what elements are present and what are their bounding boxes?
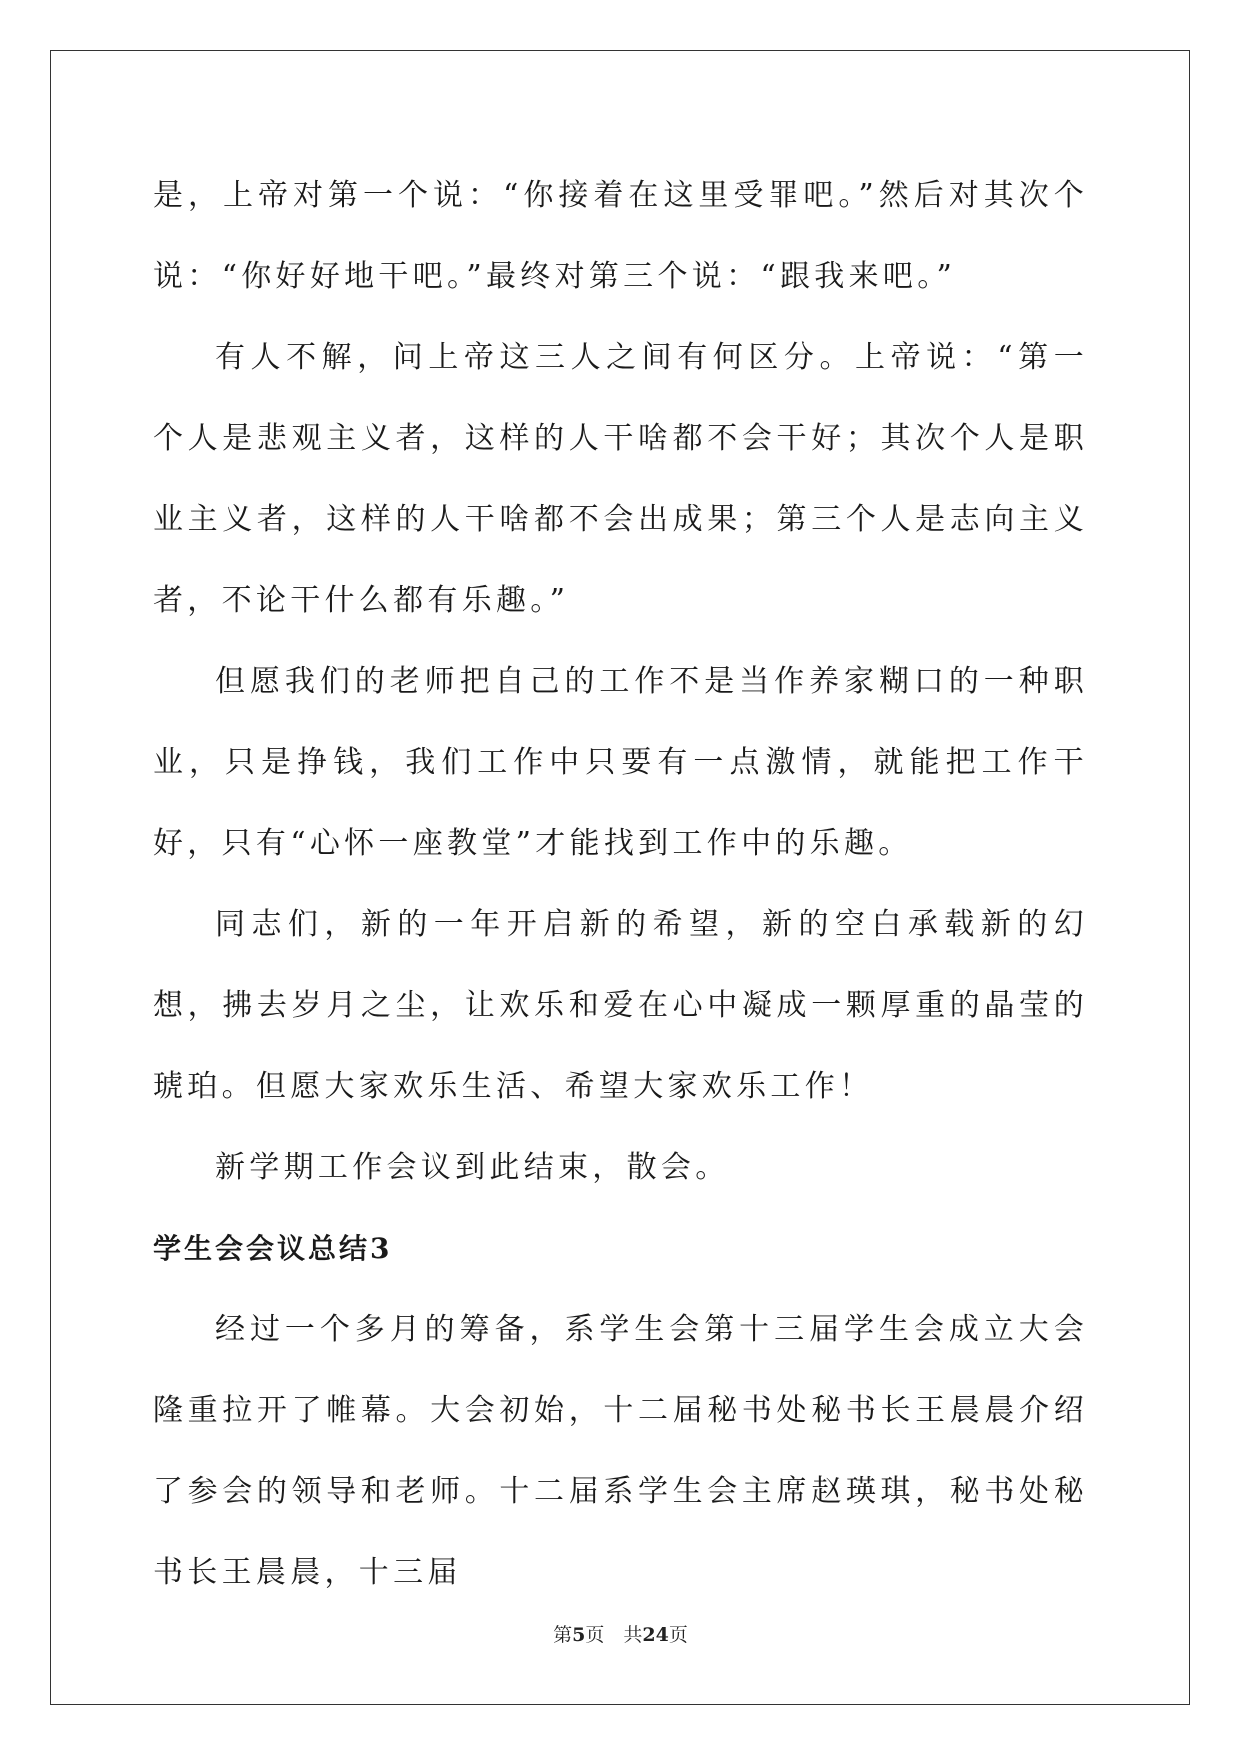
footer-prefix: 第 (553, 1624, 573, 1646)
footer-middle: 页 共 (585, 1624, 643, 1646)
section-heading: 学生会会议总结3 (153, 1232, 393, 1265)
paragraph: 新学期工作会议到此结束，散会。 (215, 1150, 730, 1185)
paragraph: 有人不解，问上帝这三人之间有何区分。上帝说：“第一个人是悲观主义者，这样的人干啥都不会干好；其次个人是职业主义者，这样的人干啥都不会出成果；第三个人是志向主义者，不论干什么都有乐趣。” (153, 340, 1088, 618)
paragraph: 经过一个多月的筹备，系学生会第十三届学生会成立大会隆重拉开了帷幕。大会初始，十二届秘书处秘书长王晨晨介绍了参会的领导和老师。十二届系学生会主席赵瑛琪，秘书处秘书长王晨晨，十三届 (153, 1312, 1088, 1590)
paragraph: 同志们，新的一年开启新的希望，新的空白承载新的幻想，拂去岁月之尘，让欢乐和爱在心中凝成一颗厚重的晶莹的琥珀。但愿大家欢乐生活、希望大家欢乐工作！ (153, 907, 1088, 1104)
document-body (153, 155, 1088, 1613)
page-footer (0, 1623, 1241, 1647)
current-page-number: 5 (572, 1624, 586, 1646)
paragraph: 但愿我们的老师把自己的工作不是当作养家糊口的一种职业，只是挣钱，我们工作中只要有一点激情，就能把工作干好，只有“心怀一座教堂”才能找到工作中的乐趣。 (153, 664, 1088, 861)
total-pages-number: 24 (642, 1624, 669, 1646)
footer-suffix: 页 (668, 1624, 688, 1646)
paragraph: 是，上帝对第一个说：“你接着在这里受罪吧。”然后对其次个说：“你好好地干吧。”最终对第三个说：“跟我来吧。” (153, 178, 1088, 294)
